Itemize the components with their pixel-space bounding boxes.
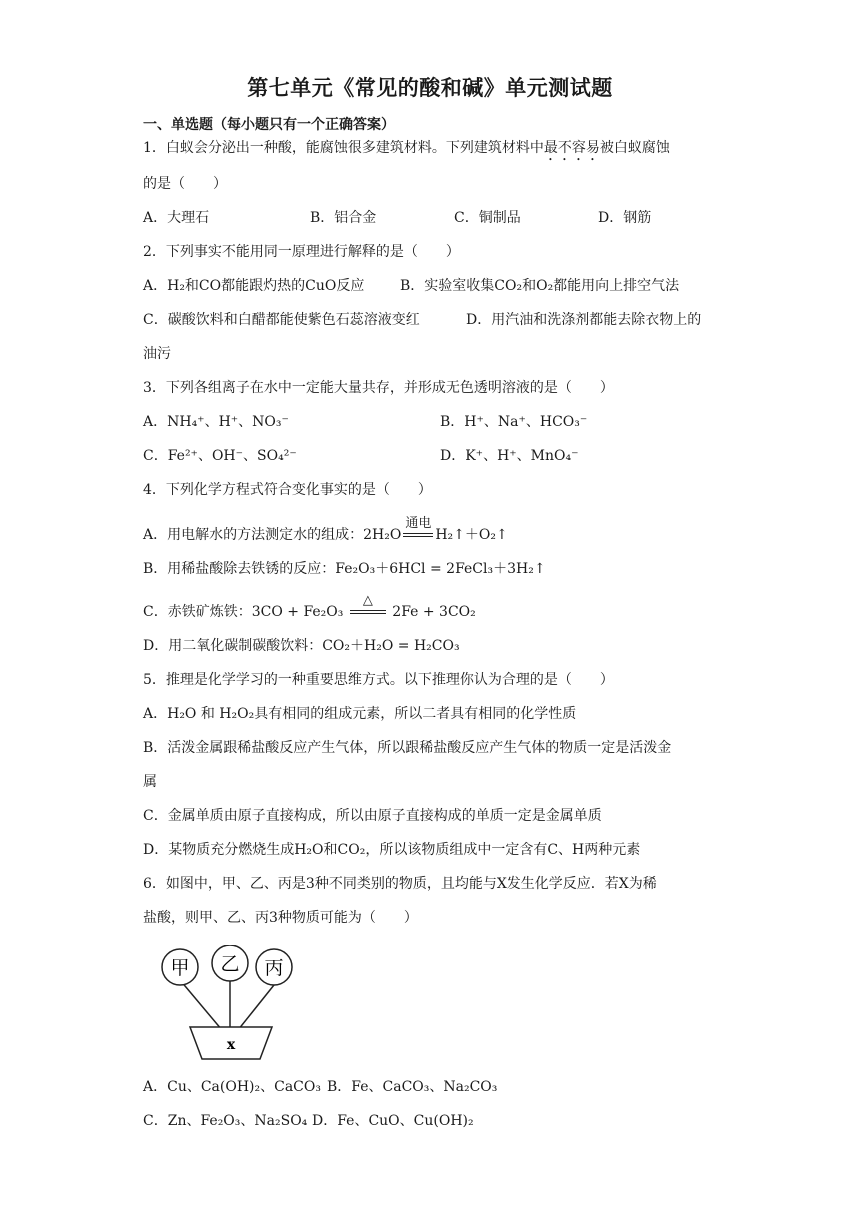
- q6-option-b: B．Fe、CaCO₃、Na₂CO₃: [327, 1079, 498, 1095]
- q2-option-d-cont: 油污: [143, 346, 171, 362]
- q4-stem: 4．下列化学方程式符合变化事实的是（ ）: [143, 482, 432, 498]
- q5-option-d: D．某物质充分燃烧生成H₂O和CO₂，所以该物质组成中一定含有C、H两种元素: [143, 842, 641, 858]
- q2-option-a: A．H₂和CO都能跟灼热的CuO反应: [143, 278, 365, 294]
- q4-c-products: 2Fe + 3CO₂: [392, 604, 476, 620]
- q3-option-c: C．Fe²⁺、OH⁻、SO₄²⁻: [143, 448, 297, 464]
- q6-diagram: [150, 945, 300, 1065]
- q4-a-condition-label: 通电: [405, 516, 432, 531]
- q4-c-condition-label: △: [362, 593, 373, 608]
- section-heading: 一、单选题（每小题只有一个正确答案）: [143, 117, 395, 133]
- q4-c-condition: [348, 593, 388, 619]
- q5-option-c: C．金属单质由原子直接构成，所以由原子直接构成的单质一定是金属单质: [143, 808, 602, 824]
- q1-option-a: A．大理石: [143, 210, 210, 226]
- q1-stem-part-a: 1．白蚁会分泌出一种酸，能腐蚀很多建筑材料。下列建筑材料中: [143, 140, 544, 156]
- q4-option-d: D．用二氧化碳制碳酸饮料：CO₂＋H₂O = H₂CO₃: [143, 638, 460, 654]
- q5-option-b-cont: 属: [143, 774, 157, 790]
- q1-stem-cont: 的是（ ）: [143, 176, 227, 192]
- q4-a-reactants: A．用电解水的方法测定水的组成：2H₂O: [143, 527, 402, 543]
- q1-option-b: B．铝合金: [310, 210, 377, 226]
- q1-stem-emphasis: 最不容易: [543, 140, 600, 156]
- q4-c-reactants: C．赤铁矿炼铁：3CO + Fe₂O₃: [143, 604, 344, 620]
- circle-bing-label: 丙: [264, 957, 284, 979]
- q6-option-a: A．Cu、Ca(OH)₂、CaCO₃: [143, 1079, 321, 1095]
- q1-option-c: C．铜制品: [454, 210, 521, 226]
- q4-option-b: B．用稀盐酸除去铁锈的反应：Fe₂O₃＋6HCl = 2FeCl₃＋3H₂↑: [143, 561, 546, 577]
- q6-stem-cont: 盐酸，则甲、乙、丙3种物质可能为（ ）: [143, 910, 418, 926]
- q2-option-c: C．碳酸饮料和白醋都能使紫色石蕊溶液变红: [143, 312, 420, 328]
- q1-option-d: D．钢筋: [598, 210, 652, 226]
- q4-option-a: [143, 516, 508, 545]
- page-title: 第七单元《常见的酸和碱》单元测试题: [247, 76, 613, 100]
- q5-option-b: B．活泼金属跟稀盐酸反应产生气体，所以跟稀盐酸反应产生气体的物质一定是活泼金: [143, 740, 672, 756]
- q2-option-b: B．实验室收集CO₂和O₂都能用向上排空气法: [400, 278, 680, 294]
- pot-x-label: x: [226, 1037, 236, 1053]
- q6-option-d: D．Fe、CuO、Cu(OH)₂: [312, 1113, 474, 1129]
- q4-option-c: [143, 593, 476, 622]
- q1-stem: [143, 138, 670, 164]
- q6-option-c: C．Zn、Fe₂O₃、Na₂SO₄: [143, 1113, 308, 1129]
- q3-option-d: D．K⁺、H⁺、MnO₄⁻: [440, 448, 579, 464]
- q6-stem: 6．如图中，甲、乙、丙是3种不同类别的物质，且均能与X发生化学反应．若X为稀: [143, 876, 657, 892]
- q2-option-d: D．用汽油和洗涤剂都能去除衣物上的: [466, 312, 702, 328]
- circle-yi-label: 乙: [220, 953, 240, 975]
- q1-stem-part-b: 被白蚁腐蚀: [599, 140, 670, 156]
- q2-stem: 2．下列事实不能用同一原理进行解释的是（ ）: [143, 244, 460, 260]
- q3-option-a: A．NH₄⁺、H⁺、NO₃⁻: [143, 414, 289, 430]
- q5-option-a: A．H₂O 和 H₂O₂具有相同的组成元素，所以二者具有相同的化学性质: [143, 706, 577, 722]
- circle-jia-label: 甲: [170, 957, 190, 979]
- q3-option-b: B．H⁺、Na⁺、HCO₃⁻: [440, 414, 588, 430]
- q4-a-products: H₂↑＋O₂↑: [435, 527, 508, 543]
- q5-stem: 5．推理是化学学习的一种重要思维方式。以下推理你认为合理的是（ ）: [143, 672, 614, 688]
- q3-stem: 3．下列各组离子在水中一定能大量共存，并形成无色透明溶液的是（ ）: [143, 380, 614, 396]
- q4-a-condition: [401, 516, 435, 542]
